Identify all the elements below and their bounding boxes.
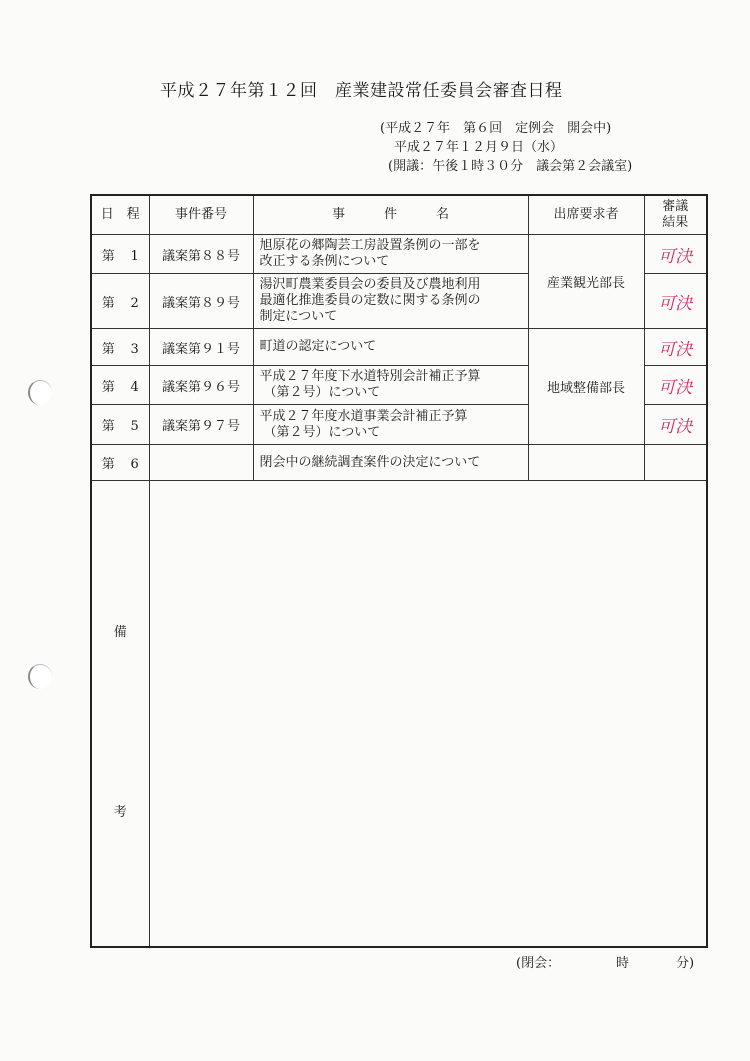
subject-cell (253, 405, 528, 445)
table-row (91, 445, 707, 481)
subject-line: 町道の認定について (259, 339, 377, 354)
subject-line: 制定について (259, 309, 338, 324)
header-result-line2: 結果 (662, 215, 689, 230)
subject-cell (253, 329, 528, 366)
header-subject: 事 件 名 (253, 195, 528, 235)
header-result (644, 195, 707, 235)
bill-number: 議案第８９号 (149, 274, 253, 329)
result-stamp: 可決 (644, 329, 707, 366)
day-number: 3 (130, 341, 139, 357)
result-stamp (644, 445, 707, 481)
table-row (91, 329, 707, 366)
day-number: 6 (130, 457, 139, 472)
day-number: 1 (130, 248, 139, 264)
result-stamp: 可決 (644, 274, 707, 329)
day-prefix: 第 (101, 248, 115, 264)
day-cell (91, 405, 149, 445)
subject-cell (253, 366, 528, 405)
subject-line: （第２号）について (263, 424, 381, 440)
day-cell (91, 274, 149, 329)
remarks-row (91, 481, 707, 947)
session-opening: (開議：午後１時３０分 議会第２会議室) (388, 159, 633, 174)
day-prefix: 第 (101, 419, 115, 434)
document-title: 平成２７年第１２回 産業建設常任委員会審査日程 (160, 81, 563, 101)
bill-number: 議案第８８号 (149, 235, 253, 274)
schedule-table (90, 194, 708, 948)
remarks-label (91, 481, 149, 947)
session-line-1: (平成２７年 第６回 定例会 開会中) (380, 121, 612, 136)
subject-line: 閉会中の継続調査案件の決定について (259, 454, 481, 470)
header-requested: 出席要求者 (528, 195, 644, 235)
day-number: 2 (130, 295, 139, 311)
subject-cell (253, 445, 528, 481)
closing-label: (閉会： (516, 956, 561, 971)
table-header-row (91, 195, 707, 235)
day-prefix: 第 (101, 457, 115, 472)
subject-line: 旭原花の郷陶芸工房設置条例の一部を (259, 238, 481, 253)
result-stamp: 可決 (644, 405, 707, 445)
bill-number: 議案第９７号 (149, 405, 253, 445)
day-cell (91, 445, 149, 481)
header-bill-number: 事件番号 (149, 195, 253, 235)
bill-number (149, 445, 253, 481)
remarks-area (149, 481, 707, 947)
result-stamp: 可決 (644, 366, 707, 405)
subject-cell (253, 235, 528, 274)
day-prefix: 第 (101, 379, 115, 395)
requested-attendee: 地域整備部長 (528, 329, 644, 445)
day-number: 5 (130, 419, 139, 434)
day-cell (91, 235, 149, 274)
result-stamp: 可決 (644, 235, 707, 274)
header-day: 日 程 (91, 195, 149, 235)
day-cell (91, 366, 149, 405)
bill-number: 議案第９１号 (149, 329, 253, 366)
header-result-line1: 審議 (662, 199, 689, 214)
subject-cell (253, 274, 528, 329)
requested-attendee: 産業観光部長 (528, 235, 644, 329)
punch-hole-bottom (28, 664, 52, 689)
day-prefix: 第 (101, 341, 115, 357)
bill-number: 議案第９６号 (149, 366, 253, 405)
day-prefix: 第 (101, 295, 115, 311)
day-cell (91, 329, 149, 366)
table-row (91, 235, 707, 274)
remarks-char-1: 備 (113, 625, 127, 640)
day-number: 4 (130, 379, 139, 395)
session-date: 平成２７年１２月９日（水） (394, 140, 564, 155)
subject-line: 最適化推進委員の定数に関する条例の (259, 293, 481, 308)
subject-line: （第２号）について (263, 385, 381, 400)
remarks-char-2: 考 (113, 805, 127, 820)
session-info (380, 119, 680, 176)
requested-attendee-empty (528, 445, 644, 481)
subject-line: 平成２７年度水道事業会計補正予算 (259, 408, 468, 424)
subject-line: 平成２７年度下水道特別会計補正予算 (259, 369, 481, 384)
closing-hour-unit: 時 (616, 956, 630, 971)
punch-hole-top (28, 380, 52, 405)
subject-line: 湯沢町農業委員会の委員及び農地利用 (259, 277, 481, 292)
closing-minute-unit: 分) (676, 956, 695, 971)
subject-line: 改正する条例について (259, 254, 390, 269)
